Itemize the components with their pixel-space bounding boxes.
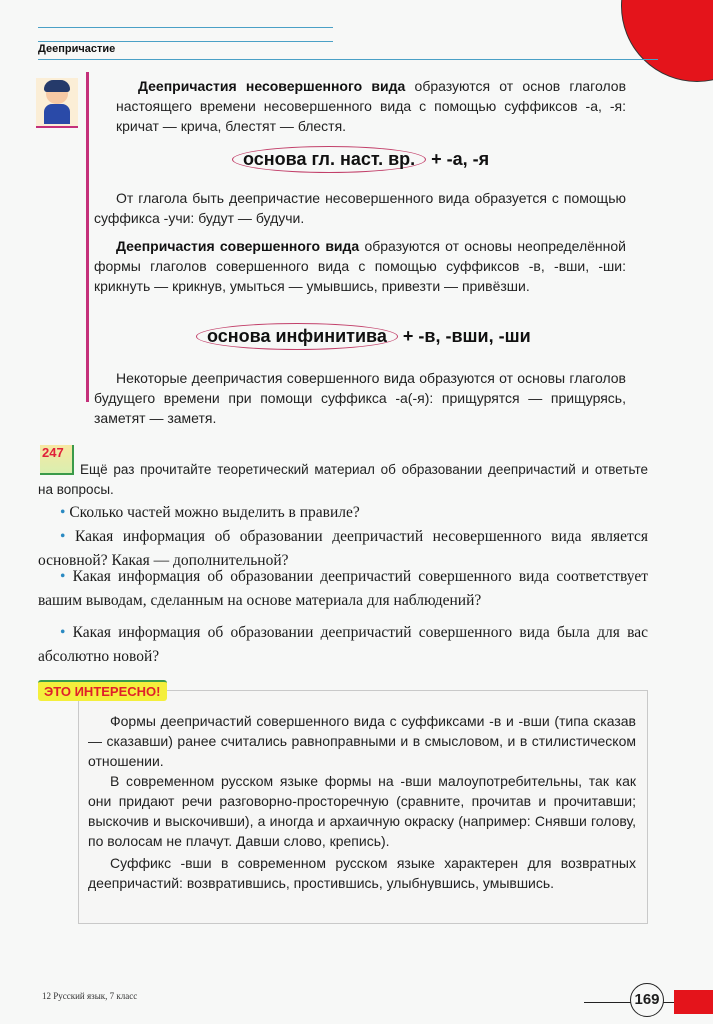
rule-term-perfective: Деепричастия совершенного вида — [116, 238, 360, 254]
question-2: • Какая информация об образовании деепричастий несовершенного вида является основной? Какая — дополнительной? — [38, 528, 649, 569]
interesting-label: ЭТО ИНТЕРЕСНО! — [38, 680, 167, 701]
formula-present: основа гл. наст. вр. + -а, -я — [232, 146, 489, 173]
section-title: Деепричастие — [38, 43, 116, 55]
rule-paragraph-3: Деепричастия совершенного вида образуются от основы неопределённой формы глаголов совершенного вида с помощью суффиксов -в, -вши, -ши: крикнуть — крикнув, умыться — умывшись, привезти — привёзши. — [94, 238, 626, 294]
note-paragraph-3: Суффикс -вши в современном русском языке характерен для возвратных деепричастий: возвратившись, простившись, улыбнувшись, умывшись. — [88, 855, 636, 891]
rule-paragraph-1: Деепричастия несовершенного вида образуются от основ глаголов настоящего времени несовершенного вида с помощью суффиксов -а, -я: кричат — крича, блестят — блестя. — [116, 78, 626, 134]
boy-icon — [36, 78, 78, 128]
formula-infinitive-base: основа инфинитива — [196, 323, 398, 350]
rule-paragraph-2: От глагола быть деепричастие несовершенного вида образуется с помощью суффикса -учи: будут — будучи. — [94, 190, 626, 226]
note-paragraph-1: Формы деепричастий совершенного вида с суффиксами -в и -вши (типа сказав — сказавши) ранее считались равноправными и в смысловом, и в стилистическом отношении. — [88, 713, 636, 769]
page-tab — [674, 990, 713, 1014]
question-3: • Какая информация об образовании деепричастий совершенного вида соответствует вашим выводам, сделанным на основе материала для наблюдений? — [38, 568, 649, 609]
rule-term-imperfective: Деепричастия несовершенного вида — [138, 78, 406, 94]
header-rule-bottom — [38, 59, 658, 60]
exercise-intro: Ещё раз прочитайте теоретический материал об образовании деепричастий и ответьте на вопросы. — [38, 462, 648, 497]
formula-infinitive: основа инфинитива + -в, -вши, -ши — [196, 323, 531, 350]
corner-decoration — [621, 0, 713, 82]
header-rule-mid — [38, 41, 333, 42]
question-1: • Сколько частей можно выделить в правиле? — [60, 504, 360, 521]
footer-book-title: 12 Русский язык, 7 класс — [42, 991, 138, 1001]
page-number: 169 — [630, 983, 664, 1017]
exercise-number: 247 — [40, 445, 74, 475]
note-paragraph-2: В современном русском языке формы на -вши малоупотребительны, так как они придают речи разговорно-просторечную (сравните, прочитав и прочитавши; выскочив и выскочивши), а иногда и архаичную окраску (например: Снявши голову, по волосам не плачут. Давши слово, крепись). — [88, 773, 636, 849]
question-4: • Какая информация об образовании деепричастий совершенного вида была для вас абсолютно новой? — [38, 624, 648, 665]
rule-paragraph-4: Некоторые деепричастия совершенного вида образуются от основы глаголов будущего времени при помощи суффикса -а(-я): прищурятся — прищурясь, заметят — заметя. — [94, 370, 626, 426]
header-rule-top — [38, 27, 333, 28]
formula-present-base: основа гл. наст. вр. — [232, 146, 426, 173]
rule-bar — [86, 72, 89, 402]
